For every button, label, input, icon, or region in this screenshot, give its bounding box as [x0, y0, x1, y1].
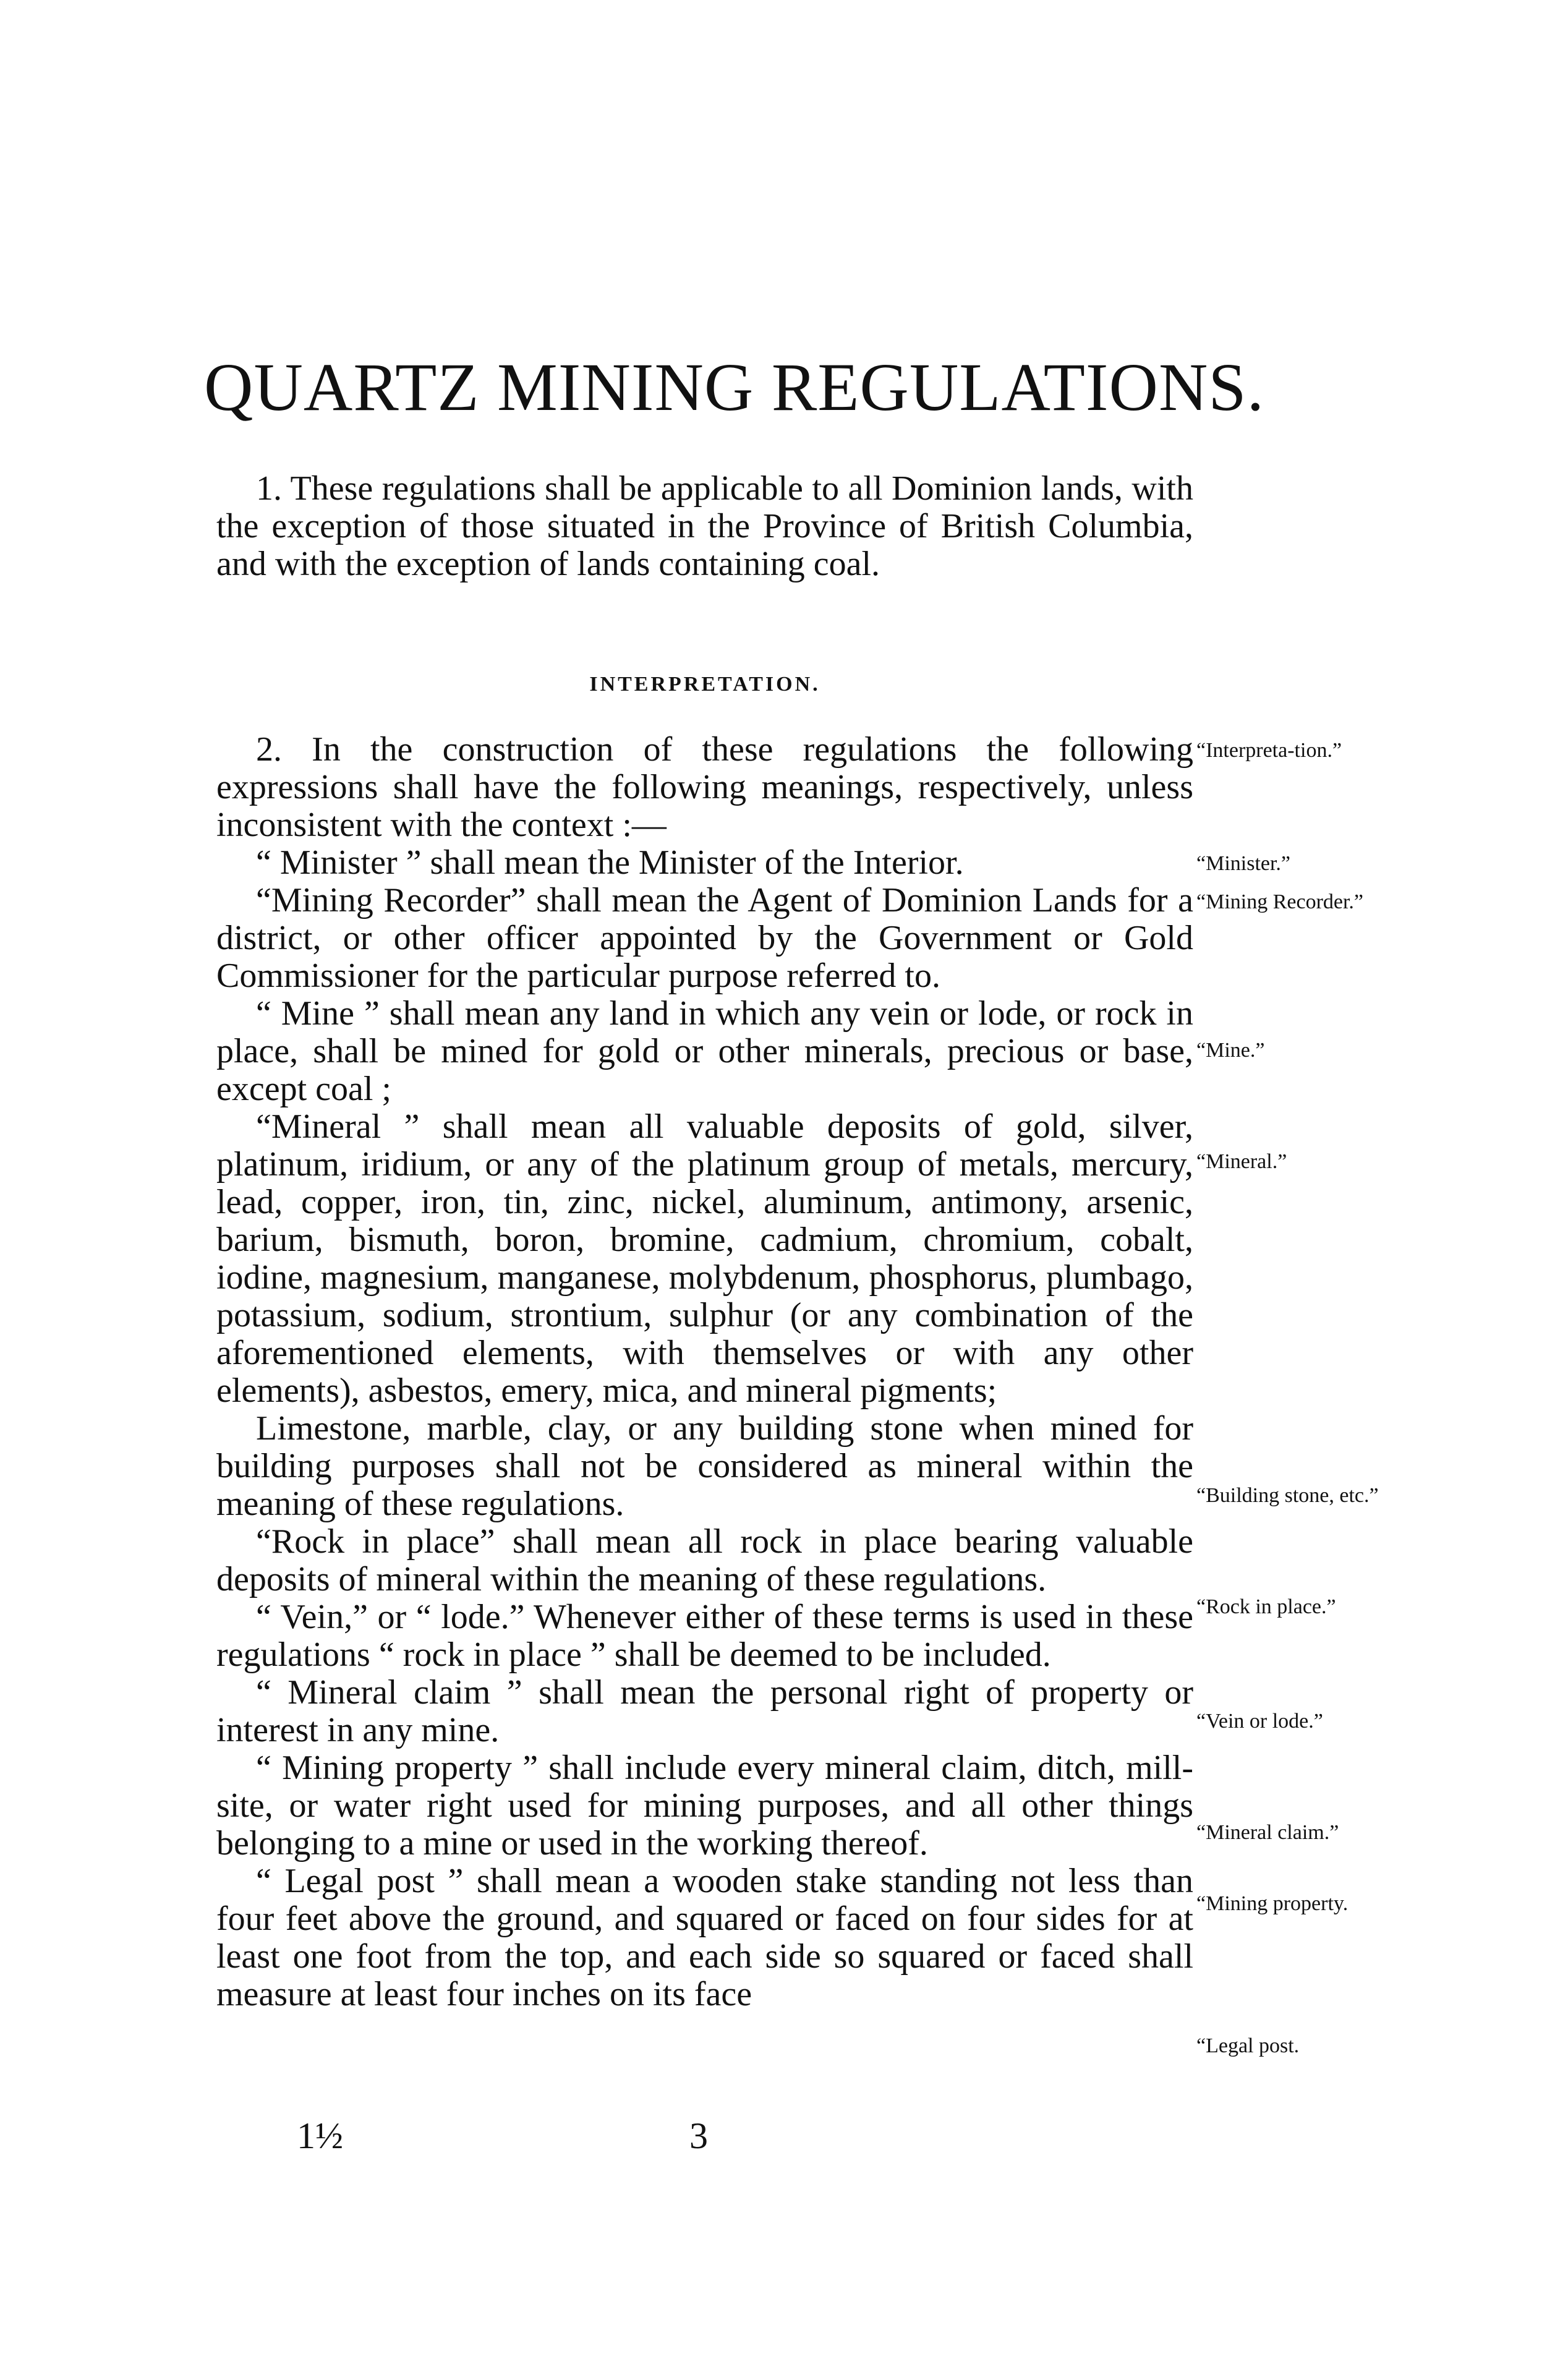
margin-note-minister: “Minister.”	[1196, 852, 1291, 875]
paragraph-mineral: “Mineral ” shall mean all valuable deposits of gold, silver, platinum, iridium, or any of the platinum group of metals, mercury, lead, copper, iron, tin, zinc, nickel, aluminum, antimony, arsenic, barium, bismuth, boron, bromine, cadmium, chromium, cobalt, iodine, magnesium, manganese, molybdenum, phosphorus, plumbago, potassium, sodium, strontium, sulphur (or any combination of the aforementioned elements, with themselves or with any other elements), asbestos, emery, mica, and mineral pigments;	[216, 1107, 1193, 1410]
paragraph-mining-property: “ Mining property ” shall include every mineral claim, ditch, mill-site, or water right used for mining purposes, and all other things belonging to a mine or used in the working thereof.	[216, 1749, 1193, 1862]
margin-note-building-stone: “Building stone, etc.”	[1196, 1484, 1379, 1507]
paragraph-mining-recorder: “Mining Recorder” shall mean the Agent of Dominion Lands for a district, or other officer appointed by the Government or Gold Commissioner for the particular purpose referred to.	[216, 881, 1193, 995]
margin-note-legal-post: “Legal post.	[1196, 2034, 1300, 2057]
paragraph-interpretation: 2. In the construction of these regulations the following expressions shall have the following meanings, respectively, unless inconsistent with the context :—	[216, 730, 1193, 844]
margin-note-interpretation: “Interpreta-tion.”	[1196, 739, 1342, 762]
margin-note-mineral: “Mineral.”	[1196, 1150, 1287, 1173]
page-title: QUARTZ MINING REGULATIONS.	[204, 349, 1265, 425]
paragraph-vein-or-lode: “ Vein,” or “ lode.” Whenever either of these terms is used in these regulations “ rock in place ” shall be deemed to be included.	[216, 1598, 1193, 1674]
margin-note-mine: “Mine.”	[1196, 1039, 1265, 1062]
margin-note-rock-in-place: “Rock in place.”	[1196, 1595, 1336, 1618]
paragraph-rock-in-place: “Rock in place” shall mean all rock in place bearing valuable deposits of mineral within the meaning of these regulations.	[216, 1522, 1193, 1598]
paragraph-mine: “ Mine ” shall mean any land in which any vein or lode, or rock in place, shall be mined for gold or other minerals, precious or base, except coal ;	[216, 994, 1193, 1108]
section-1	[216, 470, 1193, 583]
paragraph-building-stone: Limestone, marble, clay, or any building stone when mined for building purposes shall not be considered as mineral within the meaning of these regulations.	[216, 1409, 1193, 1523]
paragraph-minister: “ Minister ” shall mean the Minister of the Interior.	[256, 843, 964, 882]
section-1-text: 1. These regulations shall be applicable to all Dominion lands, with the exception of those situated in the Province of British Columbia, and with the exception of lands containing coal.	[216, 469, 1193, 583]
margin-note-mineral-claim: “Mineral claim.”	[1196, 1821, 1339, 1844]
section-heading: INTERPRETATION.	[589, 673, 820, 696]
margin-note-vein-or-lode: “Vein or lode.”	[1196, 1710, 1323, 1733]
page-number: 3	[689, 2115, 708, 2156]
margin-note-mining-property: “Mining property.	[1196, 1892, 1349, 1915]
margin-note-mining-recorder: “Mining Recorder.”	[1196, 890, 1364, 913]
paragraph-legal-post: “ Legal post ” shall mean a wooden stake standing not less than four feet above the ground, and squared or faced on four sides for at least one foot from the top, and each side so squared or faced shall measure at least four inches on its face	[216, 1862, 1193, 2013]
paragraph-mineral-claim: “ Mineral claim ” shall mean the personal right of property or interest in any mine.	[216, 1673, 1193, 1749]
definitions-body	[216, 731, 1193, 2013]
signature-mark: 1½	[297, 2115, 343, 2156]
